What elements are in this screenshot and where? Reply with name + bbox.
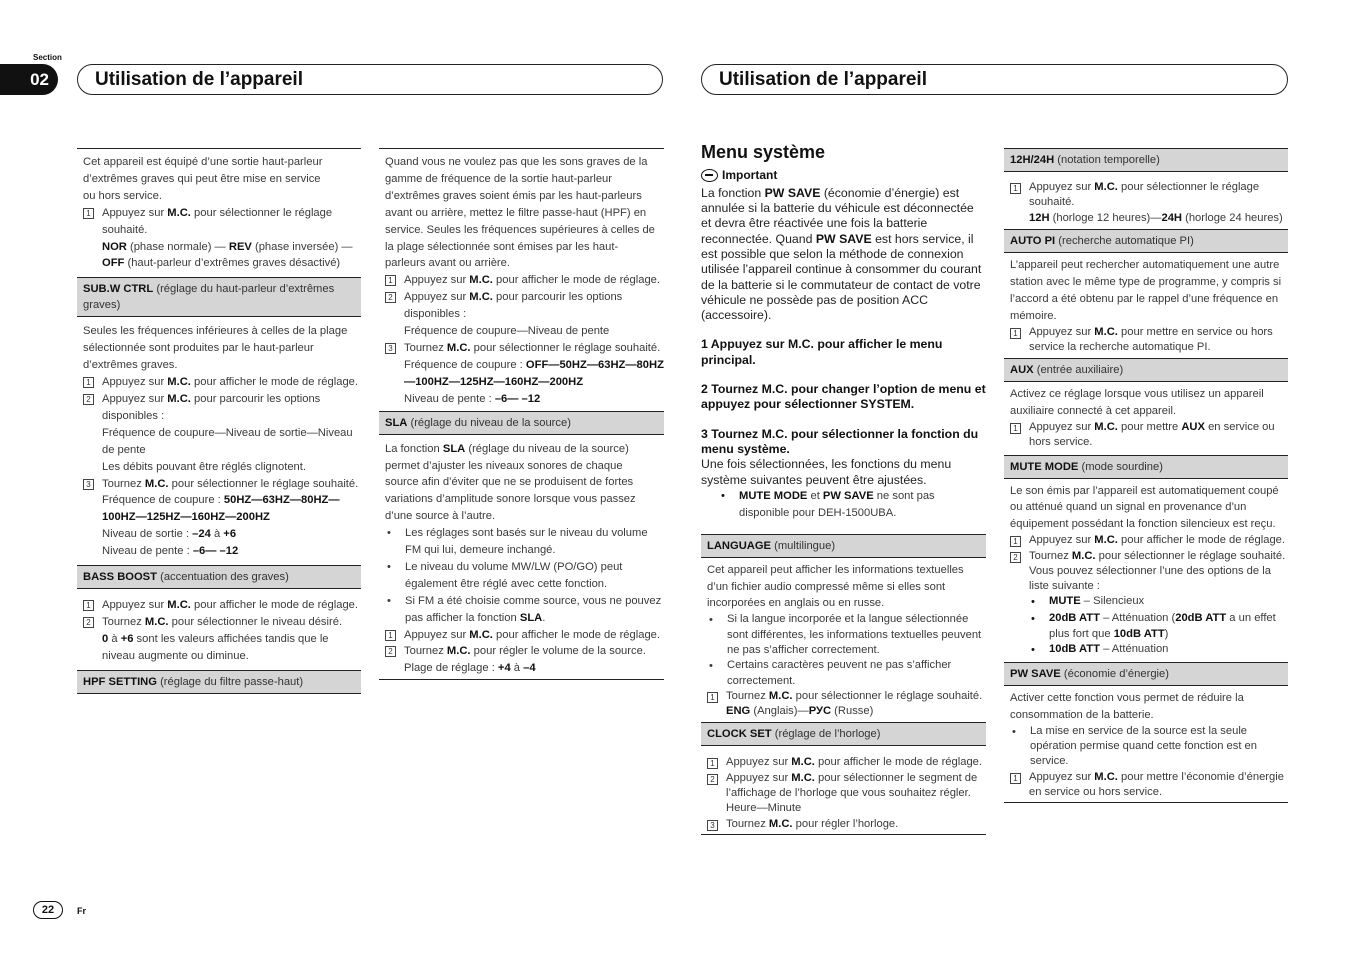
list-item: 2 Appuyez sur M.C. pour sélectionner le segment de l’affichage de l’horloge que vous souhaitez régler. Heure—Minute [701,771,986,817]
list-item: 1 Appuyez sur M.C. pour mettre en service ou hors service la recherche automatique PI. [1004,325,1288,356]
12h-24h-block [1004,172,1288,226]
subw-ctrl-block [77,317,361,560]
list-item: • Certains caractères peuvent ne pas s’afficher correctement. [709,659,952,687]
step-2-heading: 2 Tournez M.C. pour changer l’option de menu et appuyez pour sélectionner SYSTEM. [701,382,986,412]
clock-set-block [701,746,986,834]
list-item: 1 Appuyez sur M.C. pour sélectionner le réglage souhaité. NOR (phase normale) — REV (phase inversée) — OFF (haut-parleur d’extrêmes graves désactivé) [77,205,361,273]
list-item: 2 Tournez M.C. pour sélectionner le réglage souhaité. Vous pouvez sélectionner l’une des options de la liste suivante : [1004,549,1288,595]
column-4 [1004,148,1288,803]
column-2 [379,148,664,680]
subwoofer-intro: Cet appareil est équipé d’une sortie haut-parleur d’extrêmes graves qui peut être mise en service ou hors service. [83,156,323,202]
language-block [701,558,986,720]
subw-ctrl-heading: SUB.W CTRL (réglage du haut-parleur d’extrêmes graves) [77,277,361,317]
list-item: 2 Tournez M.C. pour régler le volume de la source. Plage de réglage : +4 à –4 [379,643,664,677]
list-item: • Si FM a été choisie comme source, vous ne pouvez pas afficher la fonction SLA. [387,594,662,624]
list-item: 1 Appuyez sur M.C. pour afficher le mode de réglage. [379,627,664,644]
language-intro: Cet appareil peut afficher les informations textuelles d’un fichier audio compressé même si elles sont incorporées en anglais ou en russe. [707,563,964,610]
hpf-block [379,148,664,408]
column-1 [77,148,361,694]
language-heading: LANGUAGE (multilingue) [701,534,986,558]
list-item: 3 Tournez M.C. pour régler l’horloge. [701,817,986,832]
list-item: 1 Appuyez sur M.C. pour afficher le mode de réglage. [77,597,361,614]
step-1-heading: 1 Appuyez sur M.C. pour afficher le menu principal. [701,337,943,367]
bass-boost-block [77,589,361,665]
step-3-text: Une fois sélectionnées, les fonctions du menu système suivantes peuvent être ajustées. [701,457,952,487]
mute-mode-block [1004,479,1288,659]
aux-heading: AUX (entrée auxiliaire) [1004,358,1288,382]
step-number: 1 [83,208,94,219]
sla-heading: SLA (réglage du niveau de la source) [379,411,664,435]
list-item: 1 Appuyez sur M.C. pour afficher le mode de réglage. [77,374,361,391]
subwoofer-intro-block [77,148,361,272]
auto-pi-block [1004,253,1288,355]
aux-block [1004,382,1288,450]
list-item: • 20dB ATT – Atténuation (20dB ATT a un effet plus fort que 10dB ATT) [1031,612,1276,640]
mute-mode-intro: Le son émis par l’appareil est automatiquement coupé ou atténué quand un signal en provenance d’un équipement possédant la fonction silencieux est reçu. [1010,484,1279,531]
step-3-heading: 3 Tournez M.C. pour sélectionner la fonction du menu système. [701,426,979,456]
important-icon [701,169,718,182]
list-item: 1 Appuyez sur M.C. pour afficher le mode de réglage. [701,755,986,770]
12h-24h-heading: 12H/24H (notation temporelle) [1004,148,1288,172]
subw-ctrl-intro: Seules les fréquences inférieures à celles de la plage sélectionnée sont produites par le haut-parleur d’extrêmes graves. [83,325,348,372]
section-number-badge: 02 [0,64,58,95]
list-item: • La mise en service de la source est la seule opération permise quand cette fonction est en service. [1012,724,1258,768]
menu-systeme-title: Menu système [701,142,826,162]
section-label: Section [33,53,62,62]
pw-save-heading: PW SAVE (économie d’énergie) [1004,662,1288,686]
list-item: 1 Appuyez sur M.C. pour sélectionner le réglage souhaité. 12H (horloge 12 heures)—24H (horloge 24 heures) [1004,180,1288,226]
sla-block [379,435,664,681]
list-item: 2 Appuyez sur M.C. pour parcourir les options disponibles : Fréquence de coupure—Niveau de sortie—Niveau de pente Les débits pouvant être réglés clignotent. [77,391,361,476]
mute-mode-heading: MUTE MODE (mode sourdine) [1004,455,1288,479]
list-item: • Les réglages sont basés sur le niveau du volume FM qui lui, demeure inchangé. [387,527,648,557]
sla-intro: La fonction SLA (réglage du niveau de la source) permet d’ajuster les niveaux sonores de chaque source afin d’éviter que ne se produisent de fortes variations d’amplitude sonore lorsque vous passez d’une source à l’autre. [385,442,636,523]
right-page-title: Utilisation de l’appareil [701,64,1288,95]
auto-pi-heading: AUTO PI (recherche automatique PI) [1004,229,1288,253]
list-item: 1 Appuyez sur M.C. pour afficher le mode de réglage. [1004,533,1288,548]
bass-boost-heading: BASS BOOST (accentuation des graves) [77,565,361,589]
hpf-setting-heading: HPF SETTING (réglage du filtre passe-haut) [77,670,361,694]
list-item: 1 Tournez M.C. pour sélectionner le réglage souhaité. ENG (Anglais)—РУС (Russe) [701,689,986,720]
list-item: 1 Appuyez sur M.C. pour afficher le mode de réglage. [379,272,664,289]
list-item: • Le niveau du volume MW/LW (PO/GO) peut également être réglé avec cette fonction. [387,560,623,590]
list-item: • 10dB ATT – Atténuation [1031,642,1169,656]
left-page-title: Utilisation de l’appareil [77,64,663,95]
clock-set-heading: CLOCK SET (réglage de l’horloge) [701,722,986,746]
important-note: La fonction PW SAVE (économie d’énergie) est annulée si la batterie du véhicule est déconnectée et devra être réactivée une fois la batterie reconnectée. Quand PW SAVE est hors service, il est possible que selon la méthode de connexion utilisée l’appareil continue à consommer du courant de la batterie si le commutateur de contact de votre véhicule ne possède pas de position ACC (accessoire). [701,185,982,323]
pw-save-block [1004,686,1288,803]
auto-pi-intro: L’appareil peut rechercher automatiquement une autre station avec le même type de programme, y compris si l’accord a été obtenu par le rappel d’une fréquence en mémoire. [1010,258,1282,322]
language-code: Fr [77,906,86,916]
aux-intro: Activez ce réglage lorsque vous utilisez un appareil auxiliaire connecté à cet appareil. [1010,388,1264,418]
list-item: 1 Appuyez sur M.C. pour mettre l’économie d’énergie en service ou hors service. [1004,770,1288,801]
list-item: 3 Tournez M.C. pour sélectionner le réglage souhaité. Fréquence de coupure : 50HZ—63HZ—80HZ—100HZ—125HZ—160HZ—200HZ Niveau de sortie : –24 à +6 Niveau de pente : –6— –12 [77,476,361,561]
hpf-intro: Quand vous ne voulez pas que les sons graves de la gamme de fréquence de la sortie haut-parleur d’extrêmes graves soient émis par les haut-parleurs avant ou arrière, mettez le filtre passe-haut (HPF) en service. Seules les fréquences supérieures à celles de la plage sélectionnée sont émises par les haut-parleurs avant ou arrière. [385,156,655,270]
important-note-heading: Important [701,167,986,184]
list-item: 1 Appuyez sur M.C. pour mettre AUX en service ou hors service. [1004,420,1288,451]
column-3 [701,144,986,835]
page-number: 22 [33,901,63,919]
list-item: • Si la langue incorporée et la langue sélectionnée sont différentes, les informations textuelles peuvent ne pas s’afficher correctement. [709,613,982,656]
list-item: 3 Tournez M.C. pour sélectionner le réglage souhaité. Fréquence de coupure : OFF—50HZ—63HZ—80HZ—100HZ—125HZ—160HZ—200HZ Niveau de pente : –6— –12 [379,340,664,408]
list-item: 2 Appuyez sur M.C. pour parcourir les options disponibles : Fréquence de coupure—Niveau de pente [379,289,664,340]
list-item: 2 Tournez M.C. pour sélectionner le niveau désiré. 0 à +6 sont les valeurs affichées tandis que le niveau augmente ou diminue. [77,614,361,665]
pw-save-intro: Activer cette fonction vous permet de réduire la consommation de la batterie. [1010,691,1244,721]
list-item: • MUTE – Silencieux [1031,595,1145,609]
list-item: • MUTE MODE et PW SAVE ne sont pas disponible pour DEH-1500UBA. [721,489,935,519]
